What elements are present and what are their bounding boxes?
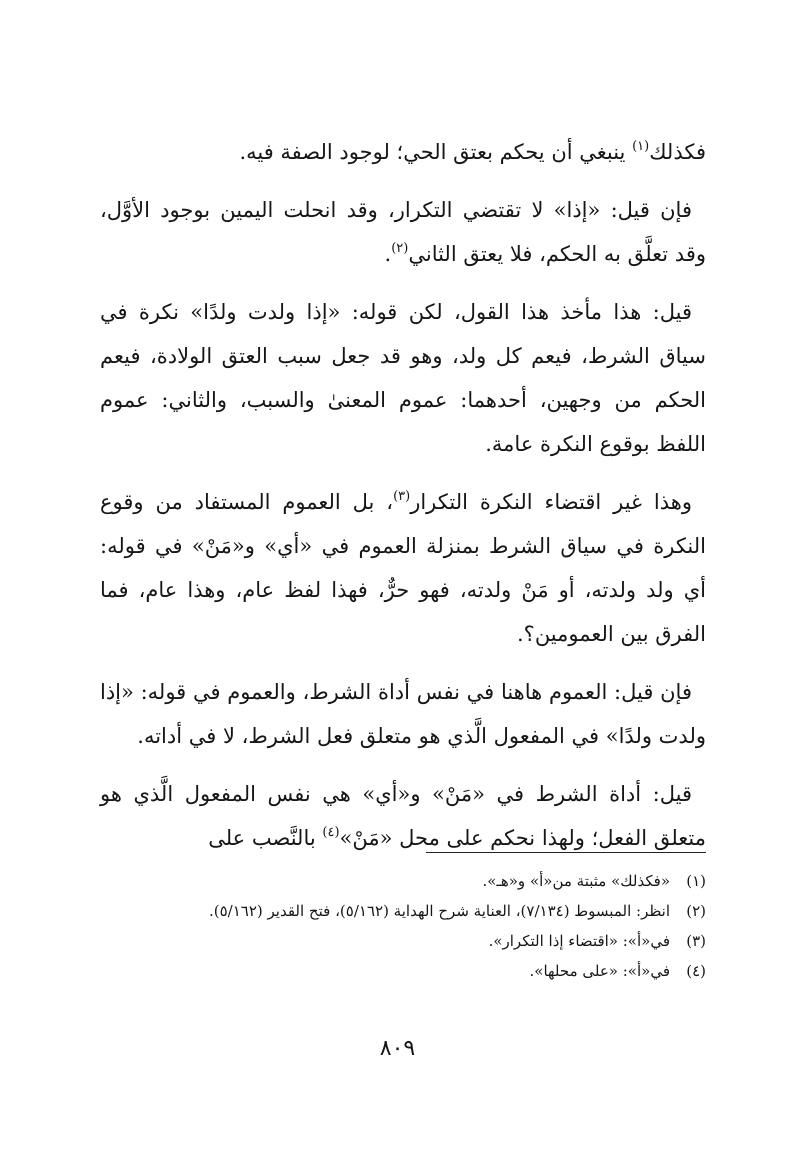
paragraph-1 <box>100 130 706 174</box>
paragraph-3 <box>100 290 706 466</box>
paragraph-text: قيل: أداة الشرط في «مَنْ» و«أي» هي نفس المفعول الَّذي هو متعلق الفعل؛ ولهذا نحكم على محل «مَنْ» <box>100 782 706 850</box>
footnote-2 <box>100 896 706 926</box>
paragraph-4 <box>100 480 706 656</box>
footnote-number: (٤) <box>686 962 706 980</box>
footnote-text: انظر: المبسوط (٧/١٣٤)، العناية شرح الهداية (٥/١٦٢)، فتح القدير (٥/١٦٢). <box>208 902 670 920</box>
footnote-number: (١) <box>686 872 706 890</box>
paragraph-text: ، بل العموم المستفاد من وقوع النكرة في سياق الشرط بمنزلة العموم في «أي» و«مَنْ» في قوله: أي ولد ولدته، أو مَنْ ولدته، فهو حرٌّ، فهذا لفظ عام، وهذا عام، فما الفرق بين العمومين؟. <box>100 490 706 646</box>
footnote-1 <box>100 866 706 896</box>
footnote-ref-2: (٢) <box>391 241 409 256</box>
paragraph-6 <box>100 772 706 860</box>
page-number: ٨٠٩ <box>379 1036 416 1061</box>
paragraph-text: وهذا غير اقتضاء النكرة التكرار <box>410 490 693 514</box>
footnote-number: (٢) <box>686 902 706 920</box>
paragraph-5 <box>100 670 706 758</box>
footnote-separator <box>426 852 706 853</box>
paragraph-text: ينبغي أن يحكم بعتق الحي؛ لوجود الصفة فيه. <box>239 140 633 164</box>
footnote-ref-3: (٣) <box>393 489 411 504</box>
footnote-3 <box>100 926 706 956</box>
paragraph-text: . <box>384 242 392 266</box>
footnotes <box>100 866 706 986</box>
footnote-4 <box>100 956 706 986</box>
footnote-ref-4: (٤) <box>322 825 340 840</box>
paragraph-text: فإن قيل: العموم هاهنا في نفس أداة الشرط، والعموم في قوله: «إذا ولدت ولدًا» في المفعول الَّذي هو متعلق فعل الشرط، لا في أداته. <box>100 680 706 748</box>
paragraph-text: قيل: هذا مأخذ هذا القول، لكن قوله: «إذا ولدت ولدًا» نكرة في سياق الشرط، فيعم كل ولد، وهو قد جعل سبب العتق الولادة، فيعم الحكم من وجهين، أحدهما: عموم المعنىٰ والسبب، والثاني: عموم اللفظ بوقوع النكرة عامة. <box>100 300 706 456</box>
paragraph-2 <box>100 188 706 276</box>
footnote-text: في«أ»: «على محلها». <box>529 962 670 980</box>
paragraph-text: بالنَّصب على <box>208 826 323 850</box>
footnote-text: «فكذلك» مثبتة من«أ» و«هـ». <box>482 872 670 890</box>
footnote-number: (٣) <box>686 932 706 950</box>
paragraph-text: فإن قيل: «إذا» لا تقتضي التكرار، وقد انحلت اليمين بوجود الأوَّل، وقد تعلَّق به الحكم، فلا يعتق الثاني <box>100 198 706 266</box>
footnote-text: في«أ»: «اقتضاء إذا التكرار». <box>488 932 670 950</box>
paragraph-text: فكذلك <box>649 140 706 164</box>
footnote-ref-1: (١) <box>632 139 650 154</box>
main-text <box>100 130 706 874</box>
